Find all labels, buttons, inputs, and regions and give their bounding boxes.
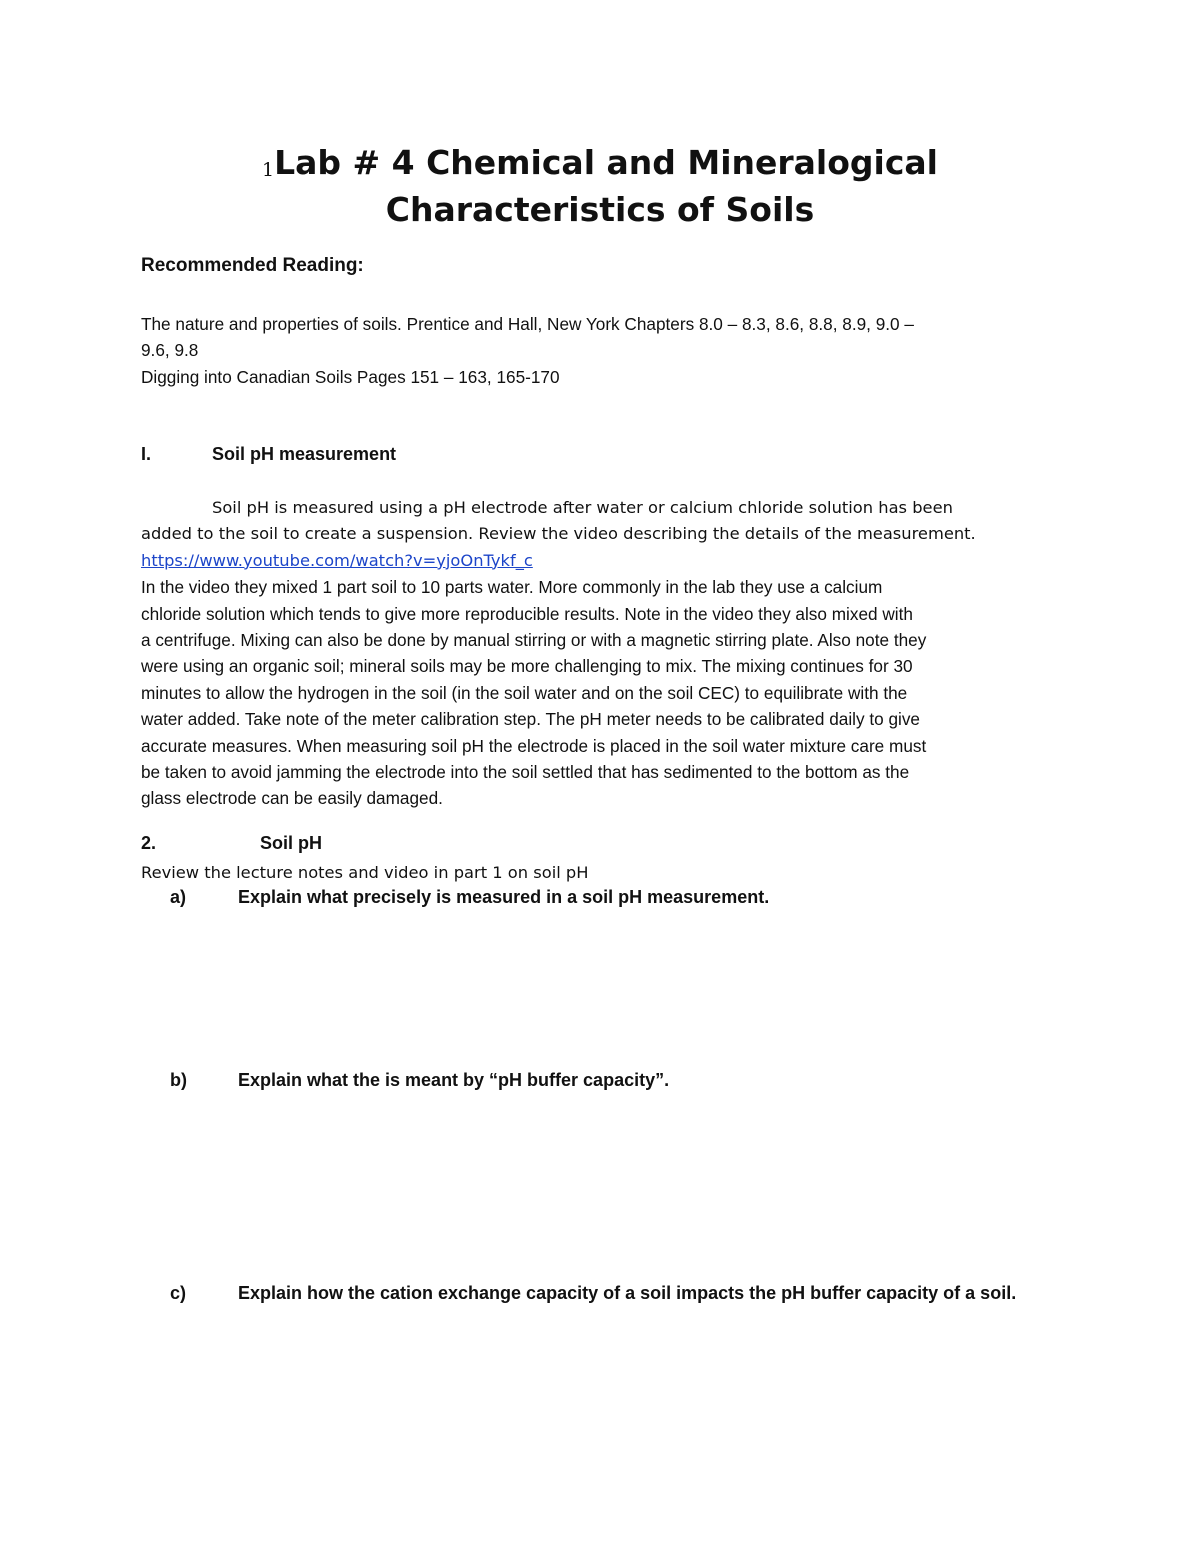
paragraph-line: a centrifuge. Mixing can also be done by manual stirring or with a magnetic stirring plate. Also note they bbox=[141, 630, 927, 651]
reading-line: The nature and properties of soils. Prentice and Hall, New York Chapters 8.0 – 8.3, 8.6, 8.8, 8.9, 9.0 – bbox=[141, 314, 914, 334]
paragraph-line: Soil pH is measured using a pH electrode after water or calcium chloride solution has been bbox=[212, 498, 953, 517]
paragraph-line: glass electrode can be easily damaged. bbox=[141, 788, 443, 809]
question-a-text: Explain what precisely is measured in a soil pH measurement. bbox=[238, 887, 770, 907]
section-1-body bbox=[141, 495, 1061, 812]
section-2-intro: Review the lecture notes and video in part 1 on soil pH bbox=[141, 863, 589, 882]
title-line-2: Characteristics of Soils bbox=[385, 190, 815, 229]
paragraph-line: water added. Take note of the meter calibration step. The pH meter needs to be calibrated daily to give bbox=[141, 709, 920, 730]
paragraph-line: chloride solution which tends to give more reproducible results. Note in the video they also mixed with bbox=[141, 603, 913, 624]
section-2-number: 2. bbox=[141, 833, 157, 853]
paragraph-line: minutes to allow the hydrogen in the soil (in the soil water and on the soil CEC) to equilibrate with the bbox=[141, 682, 908, 703]
paragraph-line: In the video they mixed 1 part soil to 10 parts water. More commonly in the lab they use a calcium bbox=[141, 577, 883, 598]
question-c-label: c) bbox=[170, 1283, 187, 1303]
footnote-marker: 1 bbox=[261, 159, 275, 181]
question-a-label: a) bbox=[170, 887, 187, 907]
youtube-video-link[interactable]: https://www.youtube.com/watch?v=yjoOnTykf_c bbox=[141, 550, 533, 570]
section-1-number: I. bbox=[141, 444, 152, 464]
reading-line: Digging into Canadian Soils Pages 151 – 163, 165-170 bbox=[141, 366, 560, 387]
question-c-text: Explain how the cation exchange capacity of a soil impacts the pH buffer capacity of a soil. bbox=[238, 1283, 1017, 1303]
paragraph-line: were using an organic soil; mineral soils may be more challenging to mix. The mixing continues for 30 bbox=[141, 656, 913, 677]
question-b-label: b) bbox=[170, 1070, 187, 1090]
section-2-title: Soil pH bbox=[260, 833, 322, 853]
paragraph-line: accurate measures. When measuring soil pH the electrode is placed in the soil water mixture care must bbox=[141, 735, 927, 756]
paragraph-line: be taken to avoid jamming the electrode into the soil settled that has sedimented to the bottom as the bbox=[141, 762, 910, 783]
recommended-reading-heading: Recommended Reading: bbox=[141, 255, 364, 276]
paragraph-line: added to the soil to create a suspension. Review the video describing the details of the measurement. bbox=[141, 524, 976, 544]
question-b-text: Explain what the is meant by “pH buffer capacity”. bbox=[238, 1070, 670, 1090]
document-title bbox=[140, 142, 1060, 231]
section-1-title: Soil pH measurement bbox=[212, 444, 397, 464]
reading-line: 9.6, 9.8 bbox=[141, 340, 199, 361]
reading-list bbox=[141, 311, 1061, 390]
title-line-1: 1Lab # 4 Chemical and Mineralogical bbox=[261, 143, 938, 182]
